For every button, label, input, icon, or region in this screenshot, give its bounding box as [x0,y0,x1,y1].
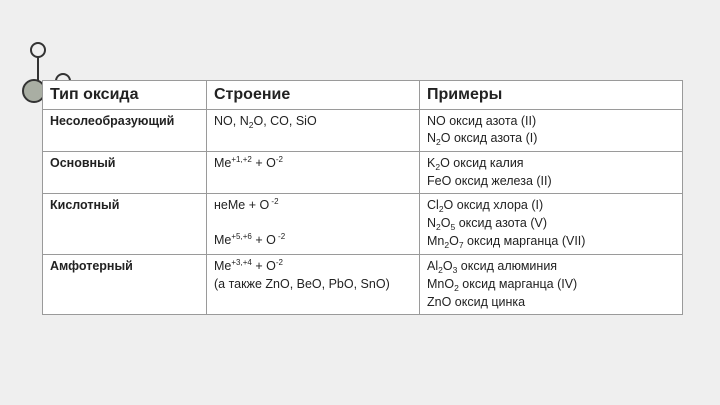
formula-part: O оксид хлора (I) [443,198,544,212]
formula-part: NO, N [214,114,249,128]
cell-line [427,233,675,251]
formula-part: Mn [427,234,445,248]
oxide-type-cell: Основный [43,152,207,194]
formula-part: Me [214,233,232,247]
formula-part: Me [214,259,232,273]
formula-part: 5 [450,222,456,232]
formula-part: O [442,259,453,273]
structure-cell [207,194,420,255]
formula-part: + O [251,156,276,170]
cell-line [214,197,412,215]
formula-part: K [427,156,436,170]
formula-part: 2 [454,283,459,293]
examples-cell [420,152,683,194]
cell-line [214,215,412,232]
formula-part: +1,+2 [231,155,252,164]
oxide-type-cell: Несолеобразующий [43,110,207,152]
formula-part: +3,+4 [231,258,252,267]
formula-part: + O [251,259,276,273]
table-header-row [43,81,683,110]
cell-line [214,113,412,131]
table-row [43,194,683,255]
formula-part: оксид алюминия [457,259,558,273]
formula-part: + O [251,233,276,247]
formula-part: Cl [427,198,439,212]
formula-part: O оксид азота (I) [440,131,538,145]
examples-cell [420,255,683,315]
formula-part: -2 [269,197,279,206]
formula-part: -2 [275,258,283,267]
formula-part: -2 [275,232,286,241]
cell-line [427,258,675,276]
structure-cell [207,152,420,194]
cell-line [427,276,675,294]
table-row [43,255,683,315]
cell-line [427,215,675,233]
cell-line [427,197,675,215]
formula-part: 2 [438,265,443,275]
formula-part: +5,+6 [231,232,252,241]
formula-part: оксид марганца (VII) [463,234,586,248]
formula-part: N [427,131,437,145]
cell-line [427,130,675,148]
formula-part: O [449,234,459,248]
formula-part: 2 [435,162,441,172]
cell-line [214,258,412,276]
cell-line [427,173,675,190]
oxide-types-table [42,80,683,315]
formula-part: N [427,216,437,230]
oxide-type-cell: Кислотный [43,194,207,255]
formula-part: FeO оксид железа (II) [427,174,552,188]
formula-part: MnO [427,277,455,291]
examples-cell [420,110,683,152]
formula-part: 2 [438,204,444,214]
table-row [43,152,683,194]
formula-part: Me [214,156,232,170]
formula-part: 3 [452,265,458,275]
structure-cell [207,255,420,315]
header-structure: Строение [207,81,420,110]
cell-line [427,294,675,311]
formula-part: 2 [436,137,441,147]
formula-part: Al [427,259,439,273]
oxide-type-cell: Амфотерный [43,255,207,315]
examples-cell [420,194,683,255]
formula-part: O, CO, SiO [253,114,317,128]
cell-line [214,276,412,293]
formula-part: NO оксид азота (II) [427,114,537,128]
formula-part: 2 [444,240,450,250]
formula-part: ZnO оксид цинка [427,295,526,309]
formula-part: 7 [458,240,464,250]
formula-part: оксид азота (V) [455,216,548,230]
formula-part: (а также ZnO, BeO, PbO, SnO) [214,277,390,291]
formula-part: 2 [436,222,441,232]
table-row [43,110,683,152]
formula-part: оксид марганца (IV) [458,277,578,291]
cell-line [427,155,675,173]
cell-line [214,232,412,250]
structure-cell [207,110,420,152]
header-oxide-type: Тип оксида [43,81,207,110]
cell-line [214,155,412,173]
formula-part: 2 [248,120,254,130]
formula-part: O [440,216,451,230]
cell-line [427,113,675,130]
formula-part: O оксид калия [440,156,524,170]
formula-part: -2 [275,155,283,164]
formula-part: неMe + O [214,198,270,212]
header-examples: Примеры [420,81,683,110]
